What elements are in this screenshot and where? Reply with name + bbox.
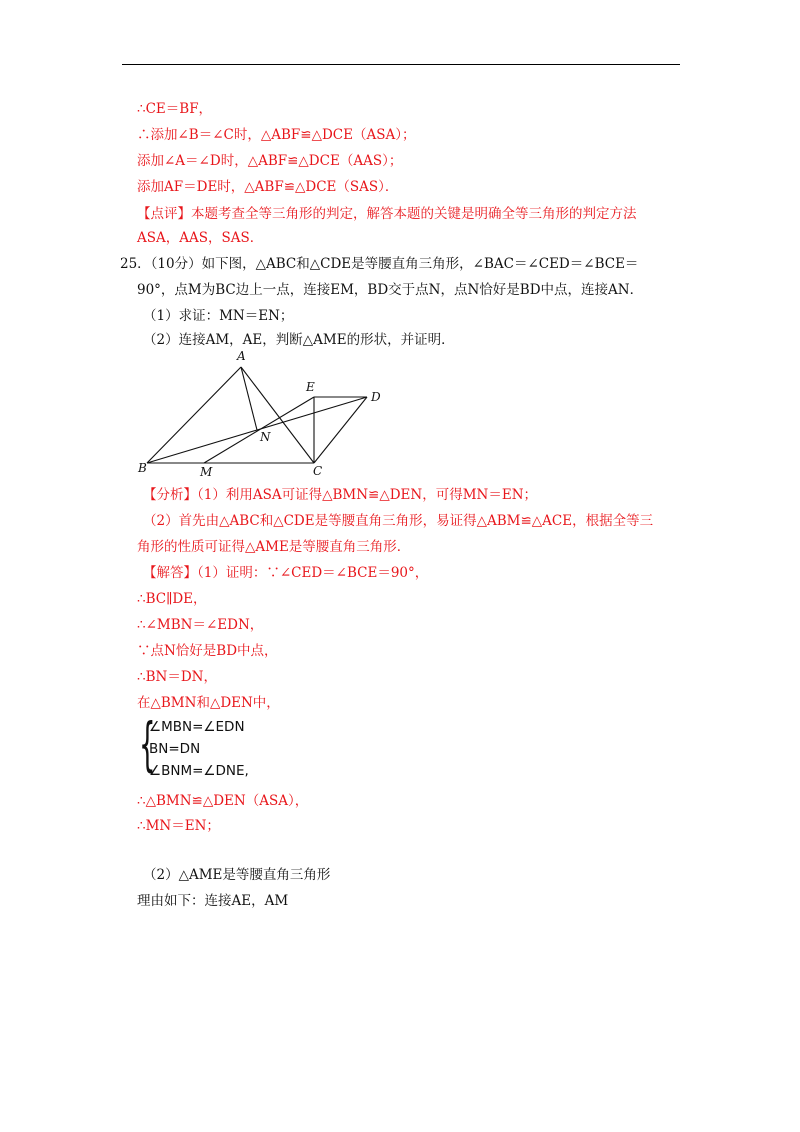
segment-an <box>241 367 257 430</box>
label-m: M <box>200 465 213 479</box>
segment-em <box>204 397 314 463</box>
analysis-line: 角形的性质可证得△AME是等腰直角三角形． <box>137 539 411 555</box>
solution-line: ∴BN＝DN， <box>137 669 217 685</box>
label-c: C <box>313 464 323 478</box>
solution-line: ∴△BMN≌△DEN（ASA）， <box>137 793 309 809</box>
label-e: E <box>306 380 315 394</box>
system-line: ∠MBN=∠EDN <box>149 719 245 735</box>
geometry-figure <box>136 344 396 479</box>
segment-ac <box>241 367 314 463</box>
question-line: 25．（10分）如下图，△ABC和△CDE是等腰直角三角形，∠BAC＝∠CED＝∠BCE＝ <box>120 256 639 272</box>
solution-line: 在△BMN和△DEN中， <box>137 695 280 711</box>
system-line: BN=DN <box>149 741 201 757</box>
text-line: 添加AF＝DE时，△ABF≌△DCE（SAS）． <box>137 179 399 195</box>
text-line: ∴CE＝BF， <box>137 101 213 117</box>
question-line: 90°，点M为BC边上一点，连接EM，BD交于点N，点N恰好是BD中点，连接AN． <box>137 282 644 298</box>
part2-line: （2）△AME是等腰直角三角形 <box>143 867 331 883</box>
system-line: ∠BNM=∠DNE, <box>149 763 249 779</box>
label-d: D <box>371 390 381 404</box>
solution-line: ∴MN＝EN； <box>137 818 220 834</box>
analysis-line: （2）首先由△ABC和△CDE是等腰直角三角形，易证得△ABM≌△ACE，根据全等三 <box>143 513 654 529</box>
comment-line: 【点评】本题考查全等三角形的判定，解答本题的关键是明确全等三角形的判定方法 <box>137 206 637 222</box>
solution-line: ∴BC∥DE， <box>137 591 207 607</box>
brace-icon: { <box>139 710 156 778</box>
comment-line: ASA，AAS，SAS． <box>137 230 264 246</box>
header-rule <box>122 64 680 65</box>
text-line: ∴添加∠B＝∠C时，△ABF≌△DCE（ASA）； <box>137 127 416 143</box>
solution-line: 【解答】（1）证明：∵∠CED＝∠BCE＝90°， <box>143 565 429 581</box>
analysis-line: 【分析】（1）利用ASA可证得△BMN≌△DEN，可得MN＝EN； <box>143 487 538 503</box>
question-part-1: （1）求证：MN＝EN； <box>143 308 294 324</box>
label-a: A <box>237 349 246 363</box>
label-b: B <box>138 461 147 475</box>
part2-line: 理由如下：连接AE，AM <box>137 893 289 909</box>
question-part-2: （2）连接AM，AE，判断△AME的形状，并证明． <box>143 332 455 348</box>
segment-cd <box>314 397 367 463</box>
solution-line: ∵点N恰好是BD中点， <box>137 643 278 659</box>
label-n: N <box>260 430 271 444</box>
text-line: 添加∠A＝∠D时，△ABF≌△DCE（AAS）； <box>137 153 403 169</box>
solution-line: ∴∠MBN＝∠EDN， <box>137 617 264 633</box>
